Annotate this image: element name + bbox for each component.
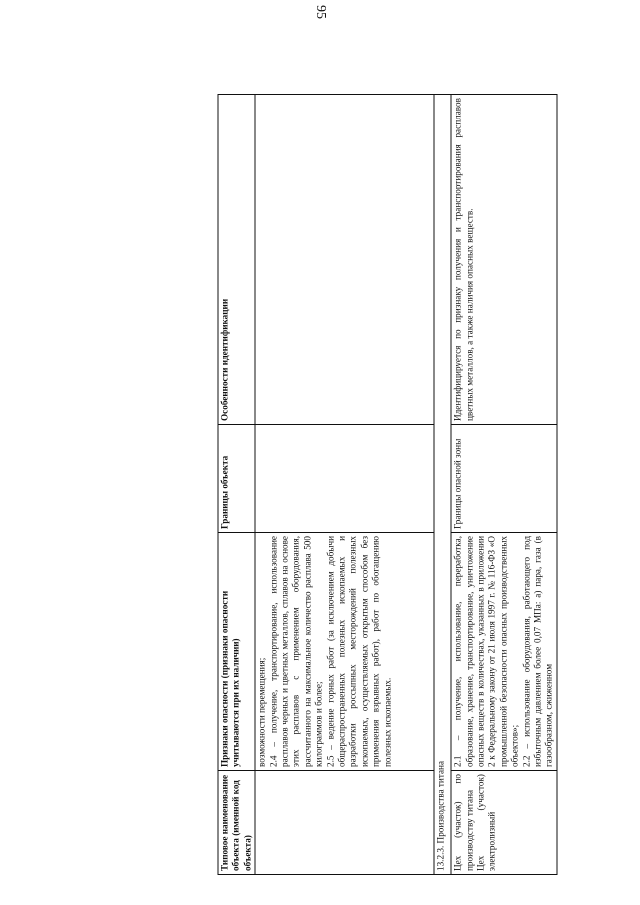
cell-identification-features [255, 95, 434, 425]
sign-text: возможности перемещения; [256, 657, 267, 767]
sign-text: 2.1 – получение, использование, переработка, образование, хранение, транспортирование, уничтожение опасных веществ в количествах, указанных в приложении 2 к Федеральному закону от 21 июля 1997 г. № 116-ФЗ «О промышленной безопасности опасных производственных объектов»; [452, 536, 520, 767]
table-row [451, 95, 557, 875]
cell-danger-signs [451, 533, 557, 771]
cell-object-bounds [255, 425, 434, 533]
object-type-text: Цех (участок) по производству титана [452, 774, 475, 871]
header-object-type: Типовое наименование объекта (именной код объекта) [218, 771, 255, 875]
cell-object-type [255, 771, 434, 875]
rotated-table-container [218, 95, 554, 875]
cell-identification-features: Идентифицируется по признаку получения и транспортирования расплавов цветных металлов, а также наличия опасных веществ. [451, 95, 557, 425]
table-header-row [218, 95, 255, 875]
object-type-text: Цех (участок) электролизный [475, 774, 497, 871]
sign-text: 2.5 – ведение горных работ (за исключением добычи общераспространенных полезных ископаемых и разработки россыпных месторождений полезных ископаемых, осуществляемых открытым способом без применения взрывных работ), работ по обогащению полезных ископаемых. [325, 536, 393, 767]
header-danger-signs: Признаки опасности (признаки опасности учитываются при их наличии) [218, 533, 255, 771]
page-number: 95 [313, 5, 328, 19]
table-row [255, 95, 434, 875]
identification-table [218, 94, 558, 875]
header-object-bounds: Границы объекта [218, 425, 255, 533]
cell-object-type [451, 771, 557, 875]
section-title: 13.2.3. Производства титана [434, 95, 451, 875]
cell-danger-signs [255, 533, 434, 771]
section-row [434, 95, 451, 875]
header-identification-features: Особенности идентификации [218, 95, 255, 425]
sign-text: 2.2 – использование оборудования, работающего под избыточным давлением более 0,07 МПа: а) пара, газа (в газообразном, сжиженном [521, 536, 554, 767]
sign-text: 2.4 – получение, транспортирование, использование расплавов черных и цветных металлов, сплавов на основе этих расплавов с применением оборудования, рассчитанного на максимальное количество расплава 500 килограммов и более; [268, 536, 324, 767]
cell-object-bounds: Границы опасной зоны [451, 425, 557, 533]
